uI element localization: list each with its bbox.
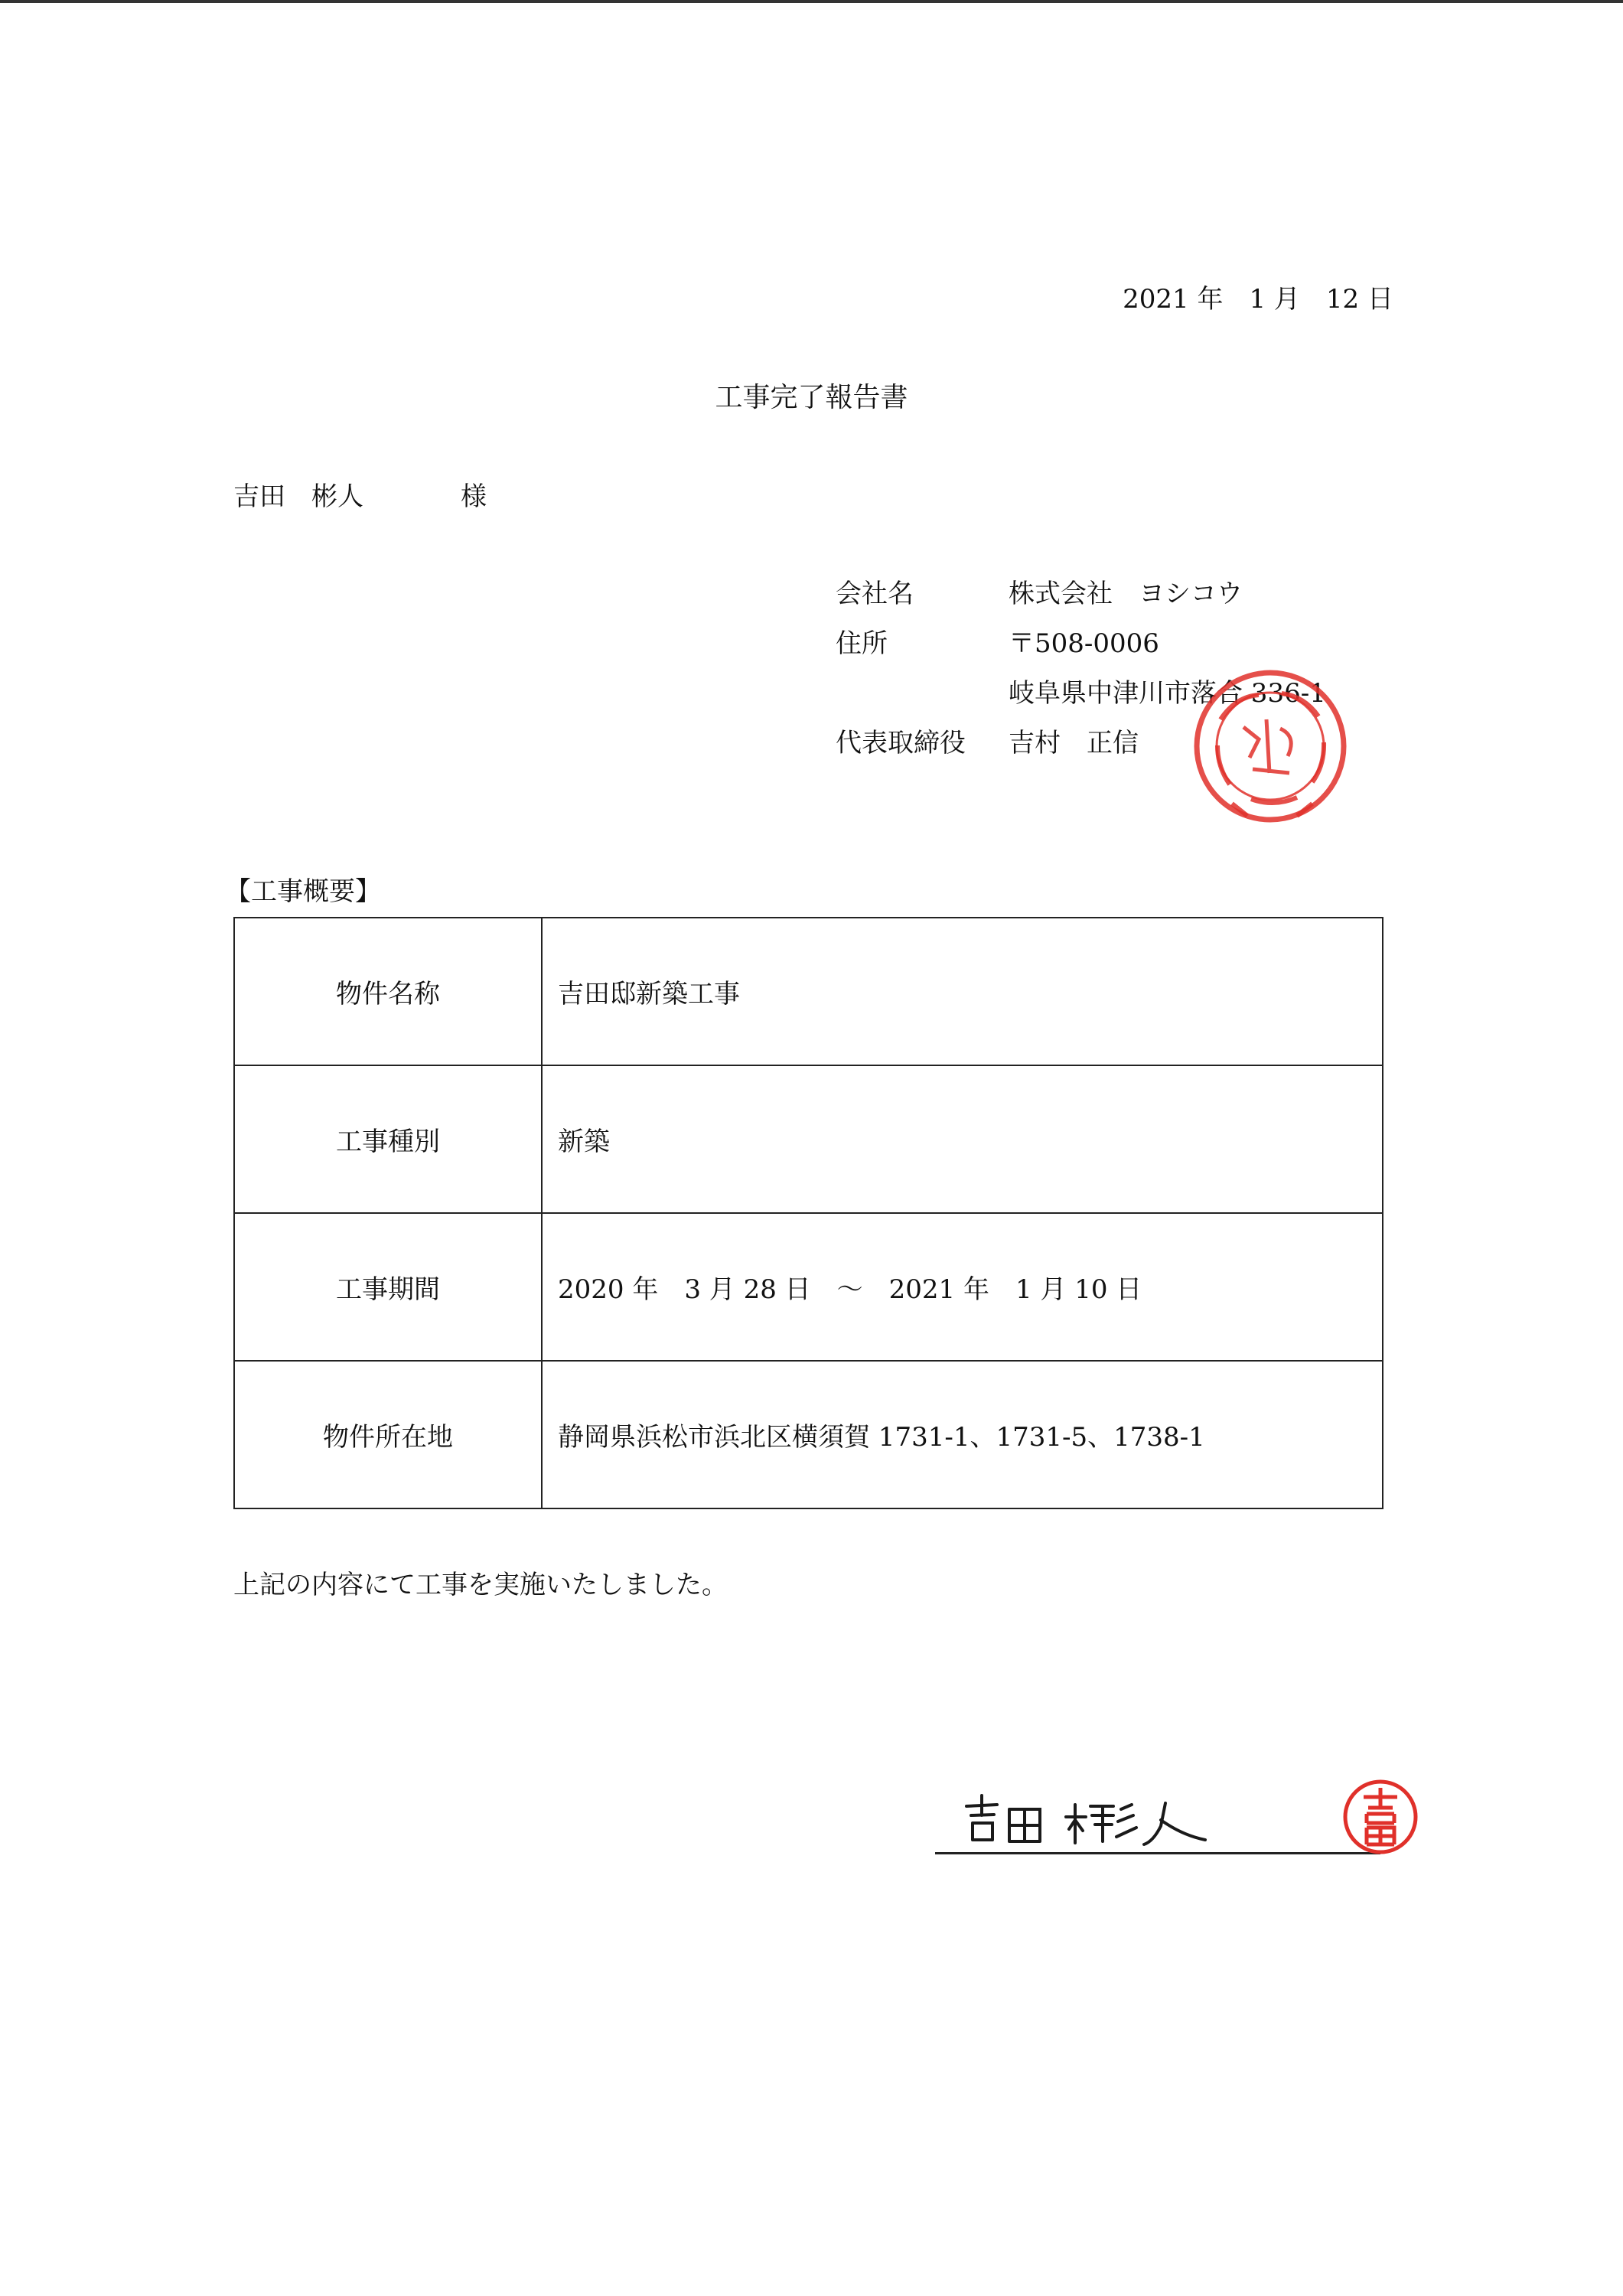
addressee-honorific: 様 [461, 481, 487, 512]
company-name-value: 株式会社 ヨシコウ [1009, 579, 1243, 609]
addressee-name: 吉田 彬人 [233, 481, 363, 512]
row-value: 静岡県浜松市浜北区横須賀 1731-1、1731-5、1738-1 [542, 1361, 1383, 1508]
row-label: 工事種別 [234, 1065, 542, 1213]
row-value: 吉田邸新築工事 [542, 918, 1383, 1065]
personal-seal-stamp [1341, 1777, 1420, 1857]
row-label: 工事期間 [234, 1213, 542, 1361]
table-row [234, 1065, 1383, 1213]
representative-label: 代表取締役 [836, 728, 966, 758]
signature-underline [935, 1852, 1380, 1854]
company-seal-stamp [1190, 666, 1351, 827]
page-top-edge [0, 0, 1623, 3]
document-date: 2021 年 1 月 12 日 [1123, 284, 1393, 315]
company-name-label: 会社名 [836, 579, 914, 609]
row-label: 物件名称 [234, 918, 542, 1065]
closing-statement: 上記の内容にて工事を実施いたしました。 [233, 1570, 728, 1600]
company-address: 岐阜県中津川市落合 336-1 [1009, 678, 1326, 709]
table-row [234, 1213, 1383, 1361]
row-value: 2020 年 3 月 28 日 ～ 2021 年 1 月 10 日 [542, 1213, 1383, 1361]
summary-section-heading: 【工事概要】 [225, 876, 381, 907]
construction-summary-table [233, 917, 1383, 1509]
address-label: 住所 [836, 628, 888, 659]
table-row [234, 1361, 1383, 1508]
row-value: 新築 [542, 1065, 1383, 1213]
table-row [234, 918, 1383, 1065]
handwritten-signature [960, 1789, 1236, 1851]
row-label: 物件所在地 [234, 1361, 542, 1508]
document-title: 工事完了報告書 [715, 382, 908, 413]
representative-name: 吉村 正信 [1009, 728, 1139, 758]
postal-code: 〒508-0006 [1009, 628, 1159, 659]
